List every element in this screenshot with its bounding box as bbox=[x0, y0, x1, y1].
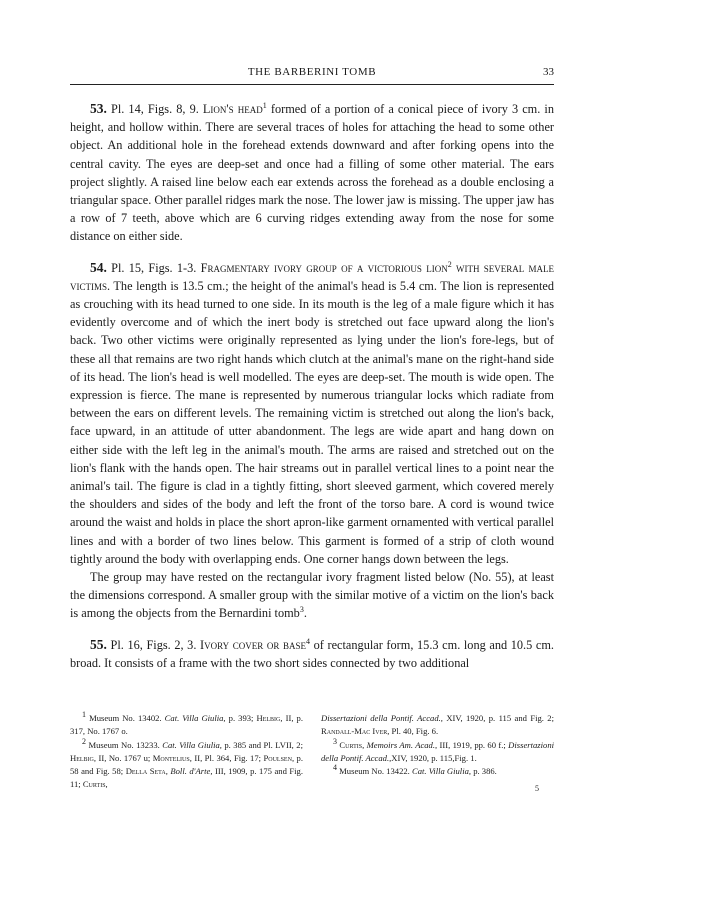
fn-italic: Dissertazioni della Pontif. Accad. bbox=[321, 739, 555, 763]
fn-text: Museum No. 13422. bbox=[339, 766, 410, 777]
footnote-2-continued bbox=[321, 712, 554, 739]
entry-text: of rectangular form, 15.3 cm. long and 10.5 cm. broad. It consists of a frame with the two short sides connected by two additional bbox=[70, 637, 554, 670]
fn-text: Museum No. 13233. bbox=[88, 739, 160, 750]
entry-ref: Pl. 15, Figs. 1-3. bbox=[111, 260, 197, 275]
page-number: 33 bbox=[543, 66, 554, 78]
entry-heading: Ivory cover or base bbox=[200, 637, 307, 652]
fn-text: ,XIV, 1920, p. 115,Fig. 1. bbox=[389, 752, 477, 763]
fn-text: , II, p. 317, No. 1767 o. bbox=[70, 713, 303, 737]
footnote-mark: 1 bbox=[82, 710, 86, 720]
fn-text: , Pl. 40, Fig. 6. bbox=[387, 726, 439, 737]
entry-text: The group may have rested on the rectangular ivory fragment listed below (No. 55), at least the dimensions correspond. A smaller group with the similar motive of a victim on the lion's back is among the objects from the Bernardini tomb bbox=[70, 570, 554, 621]
footnote-mark: 4 bbox=[333, 763, 337, 773]
entry-heading-cont: with several male victims. bbox=[70, 260, 554, 293]
main-text bbox=[70, 100, 554, 672]
fn-author: Curtis bbox=[339, 739, 363, 750]
fn-author: Poulsen bbox=[263, 752, 292, 763]
fn-text: , p. 385 and Pl. LVII, 2; bbox=[219, 739, 303, 750]
fn-text: , bbox=[105, 779, 108, 790]
footnote-ref: 2 bbox=[447, 259, 452, 269]
footnote-ref: 1 bbox=[262, 100, 267, 110]
fn-text: , III, 1909, p. 175 and Fig. 11; bbox=[70, 766, 303, 790]
entry-heading: Lion's head bbox=[202, 102, 263, 116]
fn-italic: Cat. Villa Giulia bbox=[162, 739, 220, 750]
fn-italic: Boll. d'Arte bbox=[170, 766, 211, 777]
entry-text: formed of a portion of a conical piece of ivory 3 cm. in height, and hollow within. There are several traces of holes for attaching the head to some other object. An additional hole in the forehead extends downward and after forking opens into the central cavity. The eyes are deep-set and once had a filling of some other material. The ears project slightly. A raised line below each ear extends across the forehead as a double enclosing a triangular space. Other parallel ridges mark the nose. The lower jaw is missing. The upper jaw has a row of 7 teeth, above which are 6 curving ridges extending away from the nose for some distance on either side. bbox=[70, 102, 554, 244]
entry-ref: Pl. 16, Figs. 2, 3. bbox=[110, 637, 197, 652]
fn-italic: Cat. Villa Giulia bbox=[164, 713, 224, 723]
entry-53 bbox=[70, 100, 554, 246]
fn-text: , II, No. 1767 u; bbox=[93, 752, 151, 763]
footnote-ref: 3 bbox=[299, 605, 304, 615]
fn-text: Museum No. 13402. bbox=[89, 713, 162, 723]
fn-text: , II, Pl. 364, Fig. 17; bbox=[189, 752, 262, 763]
fn-author: Curtis bbox=[82, 779, 106, 790]
fn-italic: Memoirs Am. Acad. bbox=[366, 739, 436, 750]
footnotes bbox=[70, 712, 554, 792]
entry-number: 54. bbox=[90, 259, 107, 275]
footnotes-left bbox=[70, 712, 303, 792]
footnote-mark: 3 bbox=[333, 736, 337, 746]
entry-ref: Pl. 14, Figs. 8, 9. bbox=[110, 102, 199, 116]
fn-text: , bbox=[362, 739, 365, 750]
entry-text: The length is 13.5 cm.; the height of the animal's head is 5.4 cm. The lion is represented as crouching with its head turned to one side. In its mouth is the leg of a male figure which it has evidently overcome and of which the inert body is stretched out face upward along the lion's back. Two other victims were originally represented as lying under the lion's fore-legs, but of these all that remains are two right hands which clutch at the animal's mane on the right-hand side of its head. The lion's head is well modelled. The eyes are deep-set. The mouth is wide open. The expression is fierce. The mane is represented by numerous triangular locks which radiate from between the ears on different levels. The remaining victim is stretched out along the lion's back, face upward, in an attitude of utter abandonment. The legs are wide apart and hang down on either side with the left leg in the animal's mouth. The arms are raised and stretched out on the lion's flank with the hands open. The hair streams out in parallel vertical lines to a point near the animal's tail. The figure is clad in a tightly fitting, short sleeved garment, which covered merely the shoulders and sides of the body and left the front of the torso bare. A cord is wound twice around the waist and holds in place the short apron-like garment ornamented with vertical parallel lines and with a border of two lines below. This garment is formed of a strip of cloth wound tightly around the body with overlapping ends. One corner hangs down between the legs. bbox=[70, 278, 554, 566]
footnote-mark: 2 bbox=[82, 736, 86, 746]
fn-text: , bbox=[165, 766, 168, 777]
entry-54-continued bbox=[70, 568, 554, 623]
entry-55 bbox=[70, 636, 554, 672]
fn-text: , p. 393; bbox=[223, 713, 254, 723]
fn-author: Randall-Mac Iver bbox=[321, 726, 388, 737]
fn-italic: Dissertazioni della Pontif. Accad. bbox=[321, 713, 441, 723]
entry-heading: Fragmentary ivory group of a victorious lion bbox=[200, 260, 448, 275]
fn-text: , p. 386. bbox=[468, 766, 497, 777]
period: . bbox=[303, 606, 307, 621]
fn-author: Della Seta bbox=[125, 766, 166, 777]
fn-author: Montelius bbox=[152, 752, 190, 763]
footnote-4 bbox=[321, 765, 554, 778]
footnote-1 bbox=[70, 712, 303, 739]
fn-text: , XIV, 1920, p. 115 and Fig. 2; bbox=[440, 713, 554, 723]
fn-italic: Cat. Villa Giulia bbox=[411, 766, 469, 777]
entry-number: 53. bbox=[90, 101, 107, 116]
fn-author: Helbig bbox=[256, 713, 281, 723]
signature-mark: 5 bbox=[535, 784, 539, 793]
fn-text: , p. 58 and Fig. 58; bbox=[70, 752, 303, 777]
entry-54 bbox=[70, 259, 554, 568]
running-title: THE BARBERINI TOMB bbox=[247, 66, 377, 78]
fn-author: Helbig bbox=[70, 752, 94, 763]
fn-text: , III, 1919, pp. 60 f.; bbox=[435, 739, 506, 750]
entry-number: 55. bbox=[90, 636, 107, 652]
footnote-2 bbox=[70, 736, 303, 792]
footnote-3 bbox=[321, 736, 555, 766]
running-header bbox=[70, 64, 554, 85]
footnote-ref: 4 bbox=[306, 636, 311, 646]
footnotes-right bbox=[321, 712, 554, 792]
